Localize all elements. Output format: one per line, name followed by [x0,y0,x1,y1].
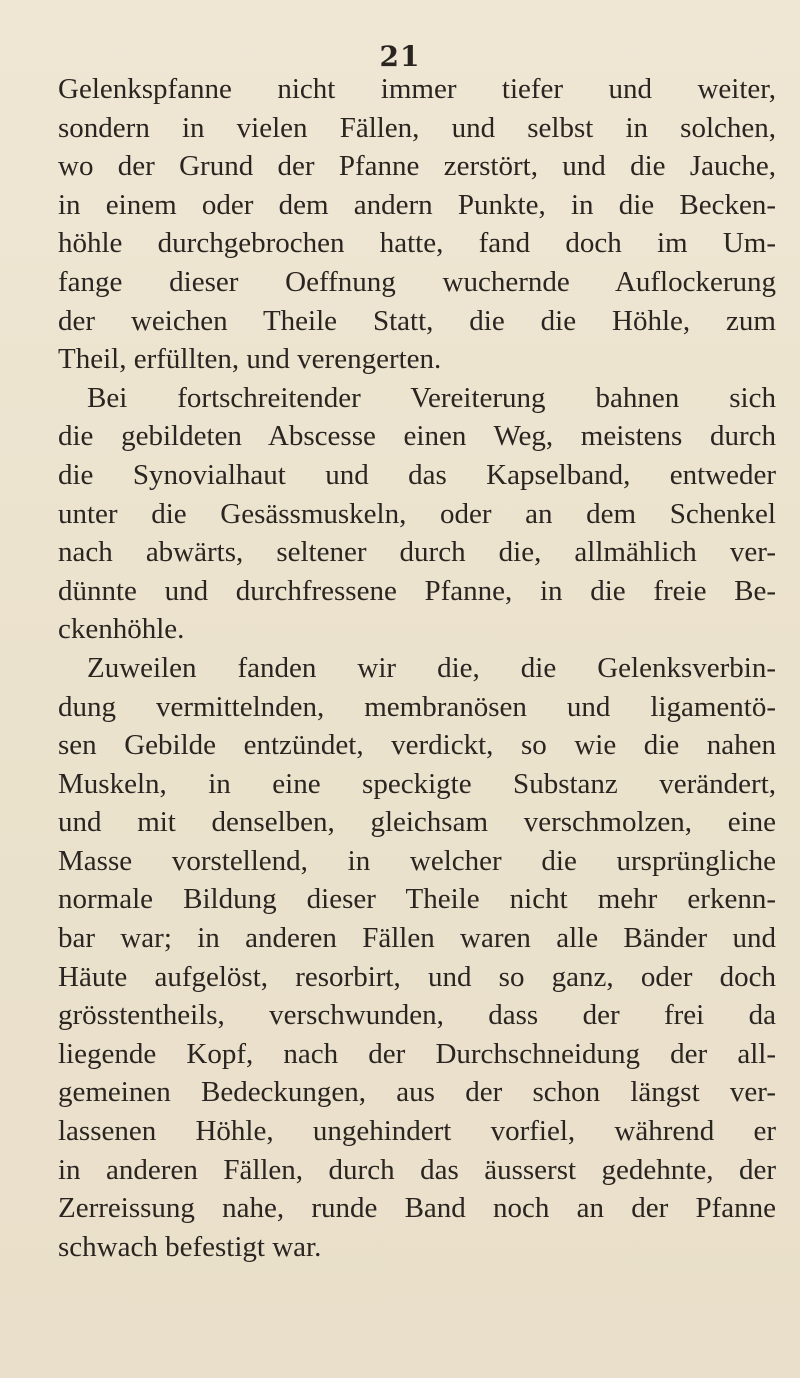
text-line: Theil, erfüllten, und verengerten. [58,343,442,376]
text-line: Muskeln, in eine speckigte Substanz verändert, [58,767,776,800]
text-line: und mit denselben, gleichsam verschmolzen, eine [58,806,776,839]
text-line: Zuweilen fanden wir die, die Gelenksverbin- [87,651,776,684]
page-number: 21 [379,40,421,73]
text-line: Häute aufgelöst, resorbirt, und so ganz, oder doch [58,960,776,993]
text-line: bar war; in anderen Fällen waren alle Bänder und [58,922,776,955]
text-line: sen Gebilde entzündet, verdickt, so wie die nahen [58,729,776,762]
text-line: Zerreissung nahe, runde Band noch an der Pfanne [58,1192,776,1225]
text-line: schwach befestigt war. [58,1230,322,1263]
text-line: grösstentheils, verschwunden, dass der frei da [58,999,776,1032]
paragraph-2 [58,379,776,649]
text-line: in anderen Fällen, durch das äusserst gedehnte, der [58,1153,776,1186]
text-line: die Synovialhaut und das Kapselband, entweder [58,458,776,491]
text-line: gemeinen Bedeckungen, aus der schon längst ver- [58,1076,776,1109]
text-line: Gelenkspfanne nicht immer tiefer und weiter, [58,73,776,105]
text-line: in einem oder dem andern Punkte, in die Becken- [58,188,776,221]
text-line: Bei fortschreitender Vereiterung bahnen sich [87,381,776,414]
text-line: die gebildeten Abscesse einen Weg, meistens durch [58,420,776,453]
text-line: lassenen Höhle, ungehindert vorfiel, während er [58,1115,776,1148]
text-line: höhle durchgebrochen hatte, fand doch im Um- [58,227,776,260]
text-line: normale Bildung dieser Theile nicht mehr erkenn- [58,883,776,916]
text-line: wo der Grund der Pfanne zerstört, und die Jauche, [58,150,776,183]
text-line: sondern in vielen Fällen, und selbst in solchen, [58,111,776,144]
text-line: ckenhöhle. [58,613,185,646]
text-line: dünnte und durchfressene Pfanne, in die freie Be- [58,574,776,607]
text-line: nach abwärts, seltener durch die, allmählich ver- [58,536,776,569]
paragraph-3 [58,649,776,1267]
body-text [58,70,776,1266]
text-line: unter die Gesässmuskeln, oder an dem Schenkel [58,497,776,530]
text-line: Masse vorstellend, in welcher die ursprüngliche [58,844,776,877]
paragraph-1 [58,70,776,379]
text-line: dung vermittelnden, membranösen und ligamentö- [58,690,776,723]
text-line: liegende Kopf, nach der Durchschneidung der all- [58,1037,776,1070]
text-line: fange dieser Oeffnung wuchernde Auflockerung [58,265,776,298]
text-line: der weichen Theile Statt, die die Höhle, zum [58,304,776,337]
